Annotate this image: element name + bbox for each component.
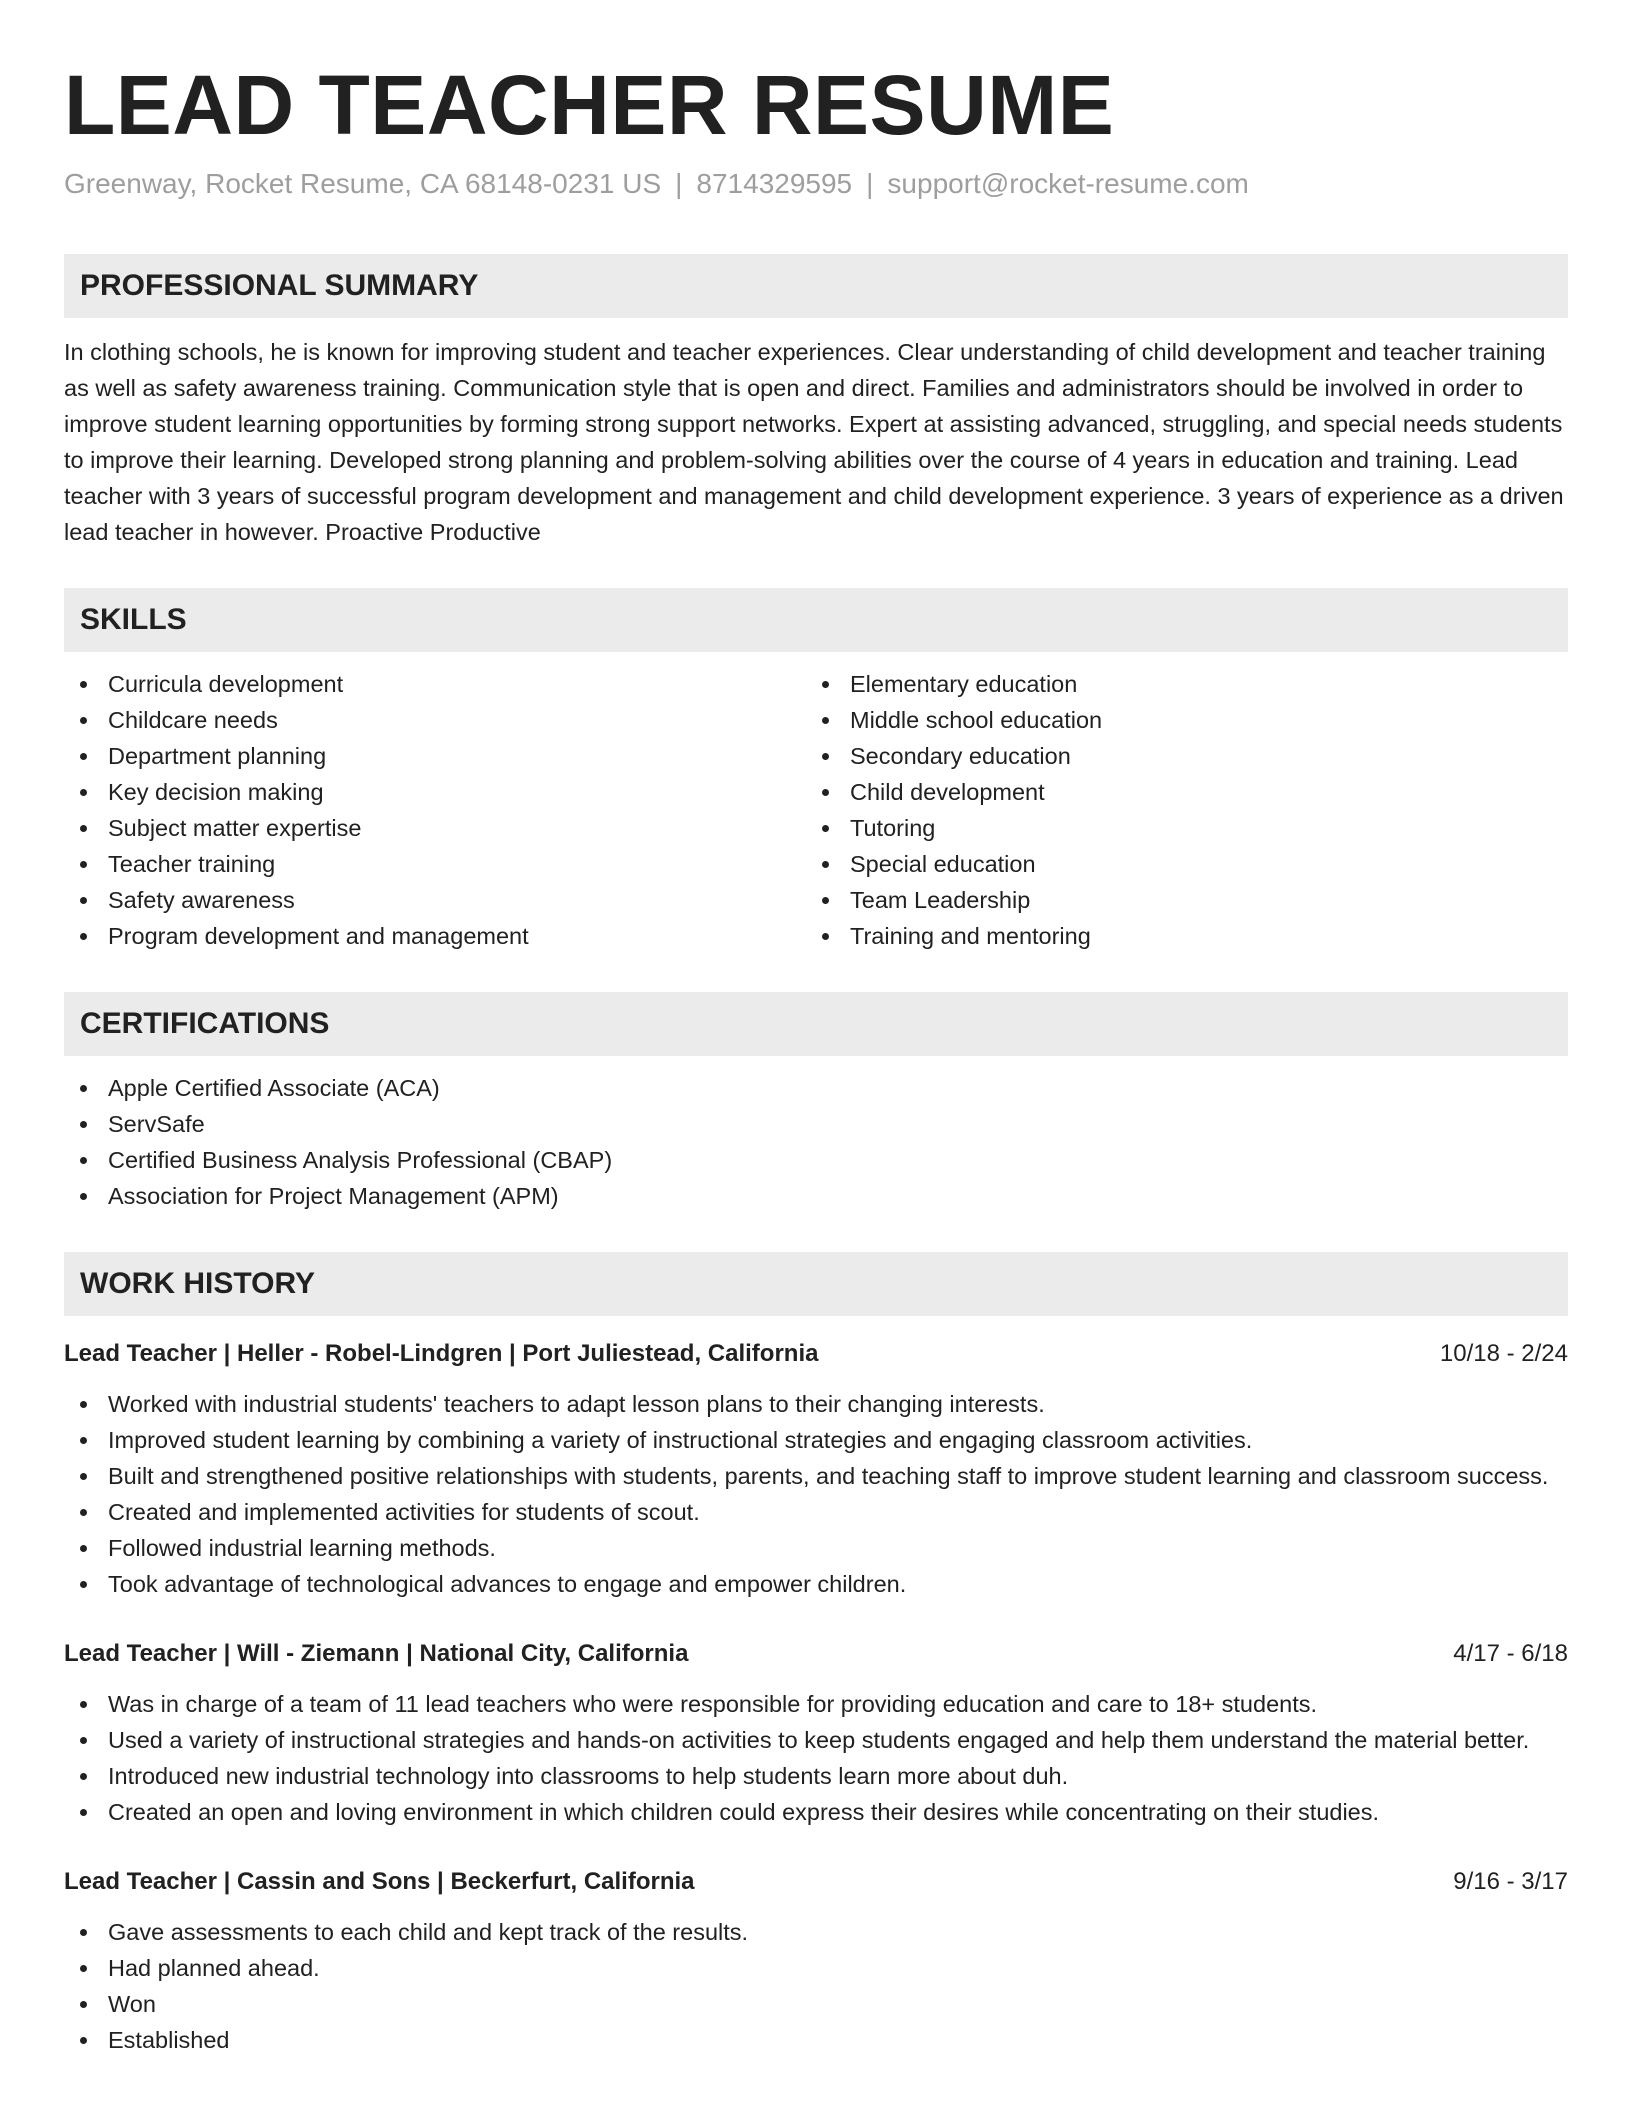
bullet-dot-icon — [822, 897, 829, 904]
bullet-dot-icon — [80, 1581, 87, 1588]
bullet-dot-icon — [80, 717, 87, 724]
job-bullet: Improved student learning by combining a variety of instructional strategies and engaging classroom activities. — [64, 1422, 1568, 1458]
job-title: Lead Teacher | Cassin and Sons | Beckerfurt, California — [64, 1868, 695, 1895]
bullet-dot-icon — [80, 1401, 87, 1408]
certifications-list — [64, 1070, 1568, 1214]
resume-title: LEAD TEACHER RESUME — [64, 58, 1115, 152]
certification-item: Association for Project Management (APM) — [64, 1178, 1568, 1214]
bullet-dot-icon — [822, 717, 829, 724]
skills-column-left — [64, 666, 806, 954]
bullet-dot-icon — [80, 1473, 87, 1480]
job-bullet: Created and implemented activities for students of scout. — [64, 1494, 1568, 1530]
bullet-dot-icon — [822, 753, 829, 760]
contact-email: support@rocket-resume.com — [887, 168, 1249, 199]
job-bullet: Was in charge of a team of 11 lead teachers who were responsible for providing education and care to 18+ students. — [64, 1686, 1568, 1722]
skill-item: Secondary education — [806, 738, 1548, 774]
bullet-dot-icon — [80, 1437, 87, 1444]
bullet-dot-icon — [822, 825, 829, 832]
certification-item: Apple Certified Associate (ACA) — [64, 1070, 1568, 1106]
job-header — [64, 1636, 1568, 1672]
skills-grid — [64, 666, 1568, 954]
bullet-dot-icon — [80, 2037, 87, 2044]
certification-item: ServSafe — [64, 1106, 1568, 1142]
job-bullet: Took advantage of technological advances to engage and empower children. — [64, 1566, 1568, 1602]
job-bullet: Created an open and loving environment in which children could express their desires while concentrating on their studies. — [64, 1794, 1568, 1830]
bullet-dot-icon — [80, 789, 87, 796]
skills-list-left — [64, 666, 806, 954]
bullet-dot-icon — [80, 1121, 87, 1128]
skill-item: Key decision making — [64, 774, 806, 810]
job-entry — [64, 1636, 1568, 1830]
job-bullet: Followed industrial learning methods. — [64, 1530, 1568, 1566]
job-bullet: Introduced new industrial technology into classrooms to help students learn more about duh. — [64, 1758, 1568, 1794]
job-bullets — [64, 1386, 1568, 1602]
job-bullets — [64, 1914, 1568, 2058]
contact-separator: | — [866, 168, 874, 199]
professional-summary-text: In clothing schools, he is known for improving student and teacher experiences. Clear understanding of child development and teacher training as well as safety awareness training. Communication style that is open and direct. Families and administrators should be involved in order to improve student learning opportunities by forming strong support networks. Expert at assisting advanced, struggling, and special needs students to improve their learning. Developed strong planning and problem-solving abilities over the course of 4 years in education and training. Lead teacher with 3 years of successful program development and management and child development experience. 3 years of experience as a driven lead teacher in however. Proactive Productive — [64, 339, 1564, 545]
bullet-dot-icon — [80, 825, 87, 832]
skill-item: Curricula development — [64, 666, 806, 702]
contact-separator: | — [675, 168, 683, 199]
job-title: Lead Teacher | Heller - Robel-Lindgren | Port Juliestead, California — [64, 1340, 819, 1367]
job-entry — [64, 1336, 1568, 1602]
job-dates: 10/18 - 2/24 — [1439, 1340, 1568, 1367]
bullet-dot-icon — [80, 861, 87, 868]
bullet-dot-icon — [80, 1809, 87, 1816]
bullet-dot-icon — [80, 1773, 87, 1780]
bullet-dot-icon — [822, 933, 829, 940]
job-bullets — [64, 1686, 1568, 1830]
skill-item: Elementary education — [806, 666, 1548, 702]
bullet-dot-icon — [80, 1545, 87, 1552]
section-header-summary: PROFESSIONAL SUMMARY — [64, 254, 1568, 318]
contact-phone: 8714329595 — [696, 168, 853, 199]
bullet-dot-icon — [80, 1701, 87, 1708]
skill-item: Department planning — [64, 738, 806, 774]
bullet-dot-icon — [80, 2001, 87, 2008]
bullet-dot-icon — [80, 681, 87, 688]
skill-item: Childcare needs — [64, 702, 806, 738]
job-entry — [64, 1864, 1568, 2058]
skill-item: Child development — [806, 774, 1548, 810]
section-header-work-history: WORK HISTORY — [64, 1252, 1568, 1316]
bullet-dot-icon — [80, 1157, 87, 1164]
bullet-dot-icon — [822, 861, 829, 868]
job-bullet: Built and strengthened positive relationships with students, parents, and teaching staff to improve student learning and classroom success. — [64, 1458, 1568, 1494]
job-header — [64, 1864, 1568, 1900]
skill-item: Program development and management — [64, 918, 806, 954]
skill-item: Training and mentoring — [806, 918, 1548, 954]
bullet-dot-icon — [80, 1193, 87, 1200]
section-header-certifications: CERTIFICATIONS — [64, 992, 1568, 1056]
job-bullet: Had planned ahead. — [64, 1950, 1568, 1986]
bullet-dot-icon — [80, 1737, 87, 1744]
contact-address: Greenway, Rocket Resume, CA 68148-0231 US — [64, 168, 662, 199]
skill-item: Special education — [806, 846, 1548, 882]
bullet-dot-icon — [822, 681, 829, 688]
contact-line — [64, 166, 1568, 202]
skill-item: Middle school education — [806, 702, 1548, 738]
resume-page — [64, 0, 1568, 2092]
certification-item: Certified Business Analysis Professional (CBAP) — [64, 1142, 1568, 1178]
skill-item: Subject matter expertise — [64, 810, 806, 846]
skills-list-right — [806, 666, 1548, 954]
job-bullet: Used a variety of instructional strategies and hands-on activities to keep students engaged and help them understand the material better. — [64, 1722, 1568, 1758]
job-header — [64, 1336, 1568, 1372]
job-bullet: Won — [64, 1986, 1568, 2022]
bullet-dot-icon — [80, 1965, 87, 1972]
bullet-dot-icon — [80, 1929, 87, 1936]
skill-item: Tutoring — [806, 810, 1548, 846]
job-bullet: Worked with industrial students' teachers to adapt lesson plans to their changing interests. — [64, 1386, 1568, 1422]
job-title: Lead Teacher | Will - Ziemann | National City, California — [64, 1640, 689, 1667]
bullet-dot-icon — [822, 789, 829, 796]
bullet-dot-icon — [80, 933, 87, 940]
job-dates: 4/17 - 6/18 — [1453, 1640, 1568, 1667]
skill-item: Teacher training — [64, 846, 806, 882]
skills-column-right — [806, 666, 1548, 954]
skill-item: Team Leadership — [806, 882, 1548, 918]
bullet-dot-icon — [80, 1085, 87, 1092]
job-bullet: Gave assessments to each child and kept track of the results. — [64, 1914, 1568, 1950]
job-dates: 9/16 - 3/17 — [1453, 1868, 1568, 1895]
bullet-dot-icon — [80, 753, 87, 760]
skill-item: Safety awareness — [64, 882, 806, 918]
bullet-dot-icon — [80, 897, 87, 904]
job-bullet: Established — [64, 2022, 1568, 2058]
bullet-dot-icon — [80, 1509, 87, 1516]
section-header-skills: SKILLS — [64, 588, 1568, 652]
